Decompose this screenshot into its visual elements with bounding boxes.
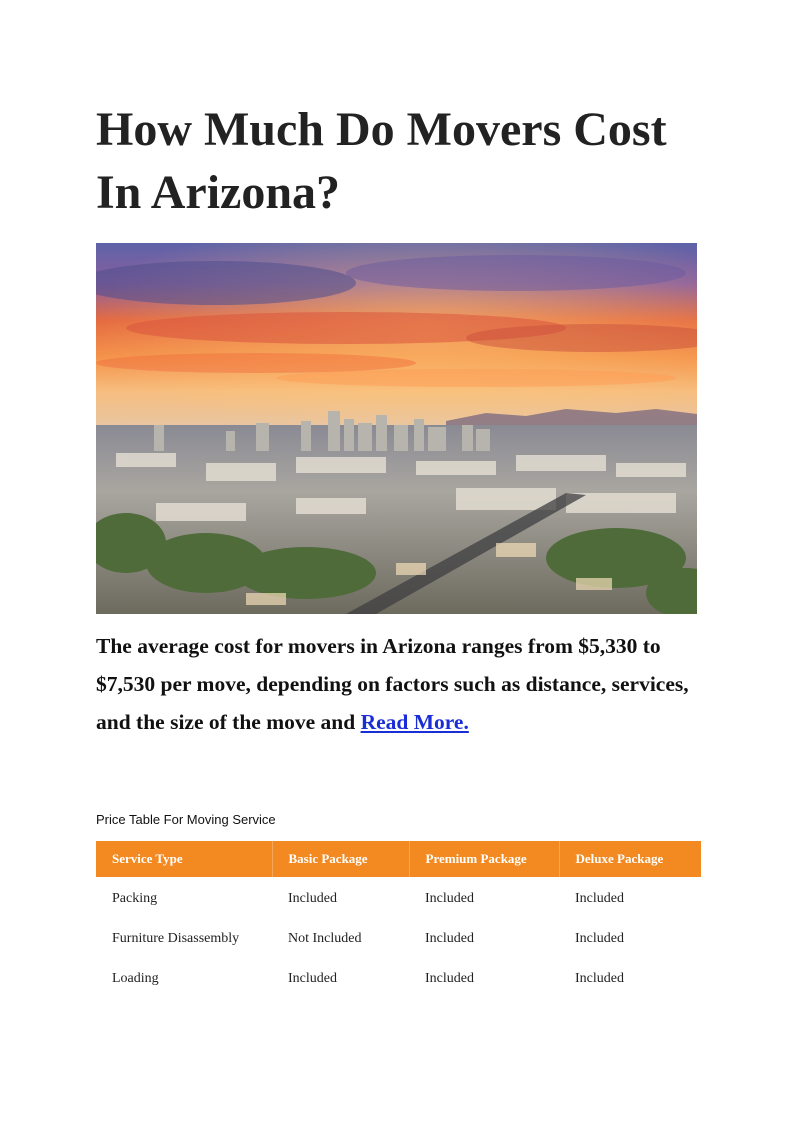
table-cell: Included: [425, 931, 474, 946]
table-cell: Included: [575, 931, 624, 946]
hero-image-phoenix-skyline: [96, 243, 697, 614]
table-row: [96, 877, 701, 919]
table-cell: Loading: [112, 971, 159, 986]
table-cell: Included: [575, 971, 624, 986]
table-cell: Furniture Disassembly: [112, 931, 240, 946]
column-header-basic-package: Basic Package: [272, 841, 409, 877]
column-header-deluxe-package: Deluxe Package: [559, 841, 701, 877]
table-row: [96, 919, 701, 959]
column-header-service-type: Service Type: [96, 841, 272, 877]
page-title: How Much Do Movers Cost In Arizona?: [96, 103, 667, 219]
table-header-row: [96, 841, 701, 877]
summary-text: The average cost for movers in Arizona ranges from $5,330 to $7,530 per move, depending on factors such as distance, services, and the size of the move and: [96, 634, 689, 734]
price-table: [96, 841, 701, 999]
article-summary: [96, 627, 706, 741]
table-caption: Price Table For Moving Service: [96, 812, 276, 827]
table-cell: Packing: [112, 891, 158, 906]
table-cell: Included: [425, 891, 474, 906]
table-cell: Included: [425, 971, 474, 986]
table-cell: Not Included: [288, 931, 362, 946]
table-cell: Included: [288, 891, 337, 906]
table-cell: Included: [575, 891, 624, 906]
table-cell: Included: [288, 971, 337, 986]
read-more-link[interactable]: Read More.: [360, 710, 469, 734]
table-row: [96, 959, 701, 999]
column-header-premium-package: Premium Package: [409, 841, 559, 877]
